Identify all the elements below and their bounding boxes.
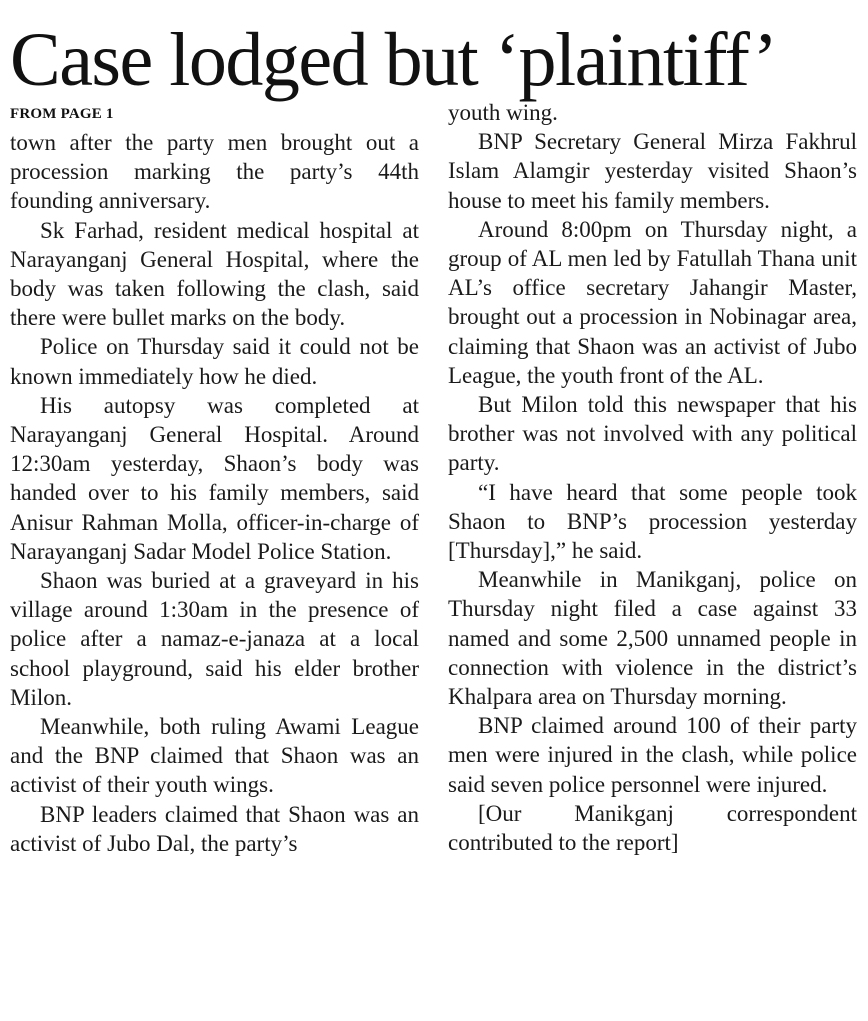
paragraph: Meanwhile in Manikganj, police on Thursday night filed a case against 33 named and some 2,500 unnamed people in connection with violence in the district’s Khalpara area on Thursday morning. <box>448 567 857 710</box>
article-column-left <box>10 128 419 858</box>
paragraph: BNP leaders claimed that Shaon was an activist of Jubo Dal, the party’s <box>10 801 419 856</box>
paragraph: Sk Farhad, resident medical hospital at Narayanganj General Hospital, where the body was taken following the clash, said there were bullet marks on the body. <box>10 217 419 331</box>
paragraph: [Our Manikganj correspondent contributed to the report] <box>448 800 857 856</box>
paragraph: youth wing. <box>448 100 558 125</box>
headline: Case lodged but ‘plaintiff’ <box>10 18 777 102</box>
paragraph: But Milon told this newspaper that his brother was not involved with any political party. <box>448 392 857 476</box>
article-column-right <box>448 98 857 857</box>
paragraph: Around 8:00pm on Thursday night, a group of AL men led by Fatullah Thana unit AL’s office secretary Jahangir Master, brought out a procession in Nobinagar area, claiming that Shaon was an activist of Jubo League, the youth front of the AL. <box>448 216 857 388</box>
paragraph: BNP claimed around 100 of their party men were injured in the clash, while police said seven police personnel were injured. <box>448 713 857 797</box>
paragraph: Meanwhile, both ruling Awami League and the BNP claimed that Shaon was an activist of their youth wings. <box>10 714 419 798</box>
paragraph: BNP Secretary General Mirza Fakhrul Islam Alamgir yesterday visited Shaon’s house to meet his family members. <box>448 129 857 213</box>
paragraph: His autopsy was completed at Narayanganj General Hospital. Around 12:30am yesterday, Shaon’s body was handed over to his family members, said Anisur Rahman Molla, officer-in-charge of Narayanganj Sadar Model Police Station. <box>10 392 419 564</box>
continuation-label: FROM PAGE 1 <box>10 106 114 122</box>
paragraph: town after the party men brought out a procession marking the party’s 44th founding anniversary. <box>10 130 419 214</box>
paragraph: Shaon was buried at a graveyard in his village around 1:30am in the presence of police after a namaz-e-janaza at a local school playground, said his elder brother Milon. <box>10 568 419 710</box>
paragraph: “I have heard that some people took Shaon to BNP’s procession yesterday [Thursday],” he said. <box>448 479 857 564</box>
paragraph: Police on Thursday said it could not be known immediately how he died. <box>10 334 419 389</box>
